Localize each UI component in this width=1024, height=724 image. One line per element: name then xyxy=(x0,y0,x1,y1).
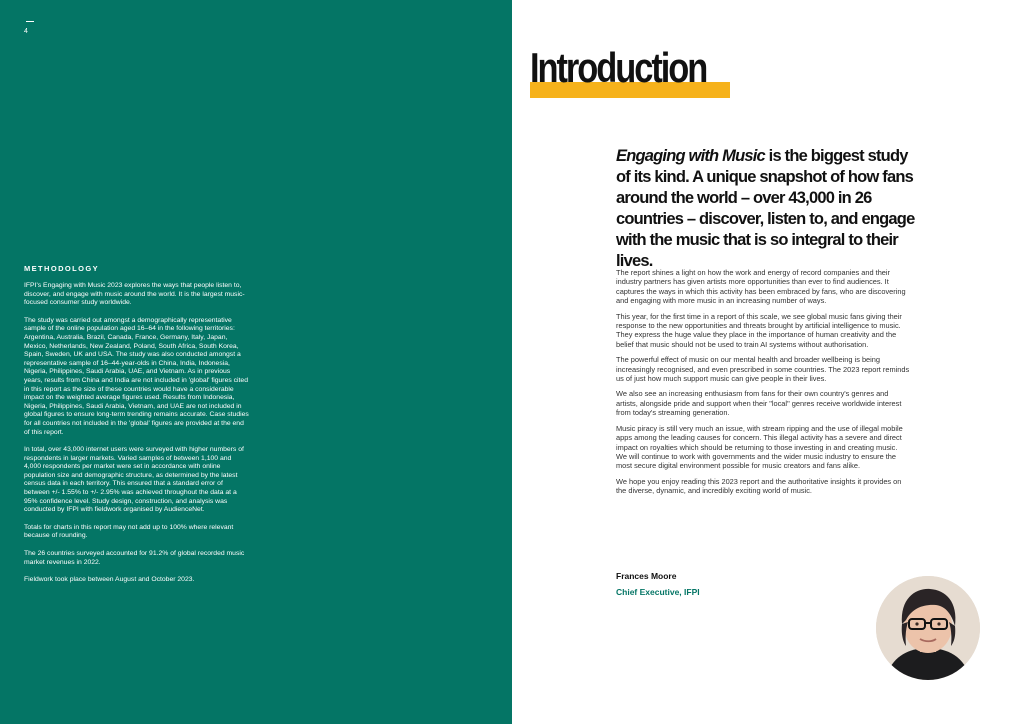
signoff xyxy=(616,571,700,597)
page-title: Introduction xyxy=(530,44,707,91)
methodology-heading: METHODOLOGY xyxy=(24,264,99,273)
methodology-paragraph: Fieldwork took place between August and October 2023. xyxy=(24,576,195,584)
body-paragraph: The powerful effect of music on our mental health and broader wellbeing is being increasingly recognised, and even prescribed in some countries. The 2023 report reminds us of just how much support music can give people in their lives. xyxy=(616,355,910,384)
lead-text: is the biggest study of its kind. A unique snapshot of how fans around the world – over 43,000 in 26 countries – discover, listen to, and engage with the music that is so integral to their lives. xyxy=(616,147,915,270)
body-paragraph: This year, for the first time in a report of this scale, we see global music fans giving their response to the new opportunities and threats brought by artificial intelligence to music. They express the huge value they place in the importance of human creativity and the belief that music should not be used to train AI systems without authorisation. xyxy=(616,311,902,349)
signoff-role: Chief Executive, IFPI xyxy=(616,587,700,597)
page-number: 4 xyxy=(24,28,28,35)
methodology-section xyxy=(24,264,249,594)
intro-body xyxy=(616,268,910,502)
introduction-panel xyxy=(512,0,1024,724)
author-portrait xyxy=(876,576,980,680)
methodology-paragraph: Totals for charts in this report may not add up to 100% where relevant because of rounding. xyxy=(24,523,234,540)
title-block xyxy=(530,44,745,92)
body-paragraph: We hope you enjoy reading this 2023 report and the authoritative insights it provides on the diverse, dynamic, and incredibly exciting world of music. xyxy=(616,476,902,496)
lead-emphasis: Engaging with Music xyxy=(616,147,765,165)
page-marker-line xyxy=(26,21,34,22)
methodology-paragraph: IFPI's Engaging with Music 2023 explores the ways that people listen to, discover, and engage with music around the world. It is the largest music-focused consumer study worldwide. xyxy=(24,282,245,307)
lead-paragraph xyxy=(616,146,916,272)
methodology-paragraph: In total, over 43,000 internet users were surveyed with higher numbers of respondents in larger markets. Varied samples of between 1,100 and 4,000 respondents per market were set in accordance with online population size and demographic structure, as determined by the latest census data in each territory. This ensured that a standard error of between +/- 1.55% to +/- 2.95% was achieved throughout the data at a 95% confidence level. Study design, construction, and analysis was conducted by IFPI with fieldwork organised by AudienceNet. xyxy=(24,446,244,514)
body-paragraph: Music piracy is still very much an issue, with stream ripping and the use of illegal mobile apps among the leading causes for concern. This illegal activity has a severe and direct impact on royalties which should be returning to those investing in and creating music. We will continue to work with governments and the wider music industry to ensure the most secure digital environment possible for music creators and fans alike. xyxy=(616,423,903,471)
methodology-paragraph: The study was carried out amongst a demographically representative sample of the online population aged 16–64 in the following territories: Argentina, Australia, Brazil, Canada, France, Germany, Italy, Japan, Mexico, Netherlands, New Zealand, Poland, South Africa, South Korea, Spain, Sweden, UK and USA. The study was also conducted amongst a representative sample of 16–44-year-olds in China, India, Indonesia, Nigeria, Philippines, Saudi Arabia, UAE, and Vietnam. As in previous years, results from China and India are not included in 'global' figures cited in this report as the size of these countries would have a considerable impact on the weighted average figures used. Results from Indonesia, Nigeria, Philippines, Saudi Arabia, Vietnam, and UAE are not included in global figures to ensure long-term trending remains accurate. Case studies for all countries not included in the 'global' figures are provided at the end of this report. xyxy=(24,316,249,436)
body-paragraph: We also see an increasing enthusiasm from fans for their own country's genres and artists, alongside pride and support when their "local" genres receive worldwide interest from today's streaming generation. xyxy=(616,389,902,418)
methodology-paragraph: The 26 countries surveyed accounted for 91.2% of global recorded music market revenues in 2022. xyxy=(24,550,245,566)
portrait-illustration xyxy=(876,576,980,680)
signoff-name: Frances Moore xyxy=(616,571,677,581)
body-paragraph: The report shines a light on how the work and energy of record companies and their industry partners has given artists more opportunities than ever to find audiences. It captures the ways in which this activity has been embraced by fans, who are discovering and engaging with more music in an increasing number of ways. xyxy=(616,268,906,306)
